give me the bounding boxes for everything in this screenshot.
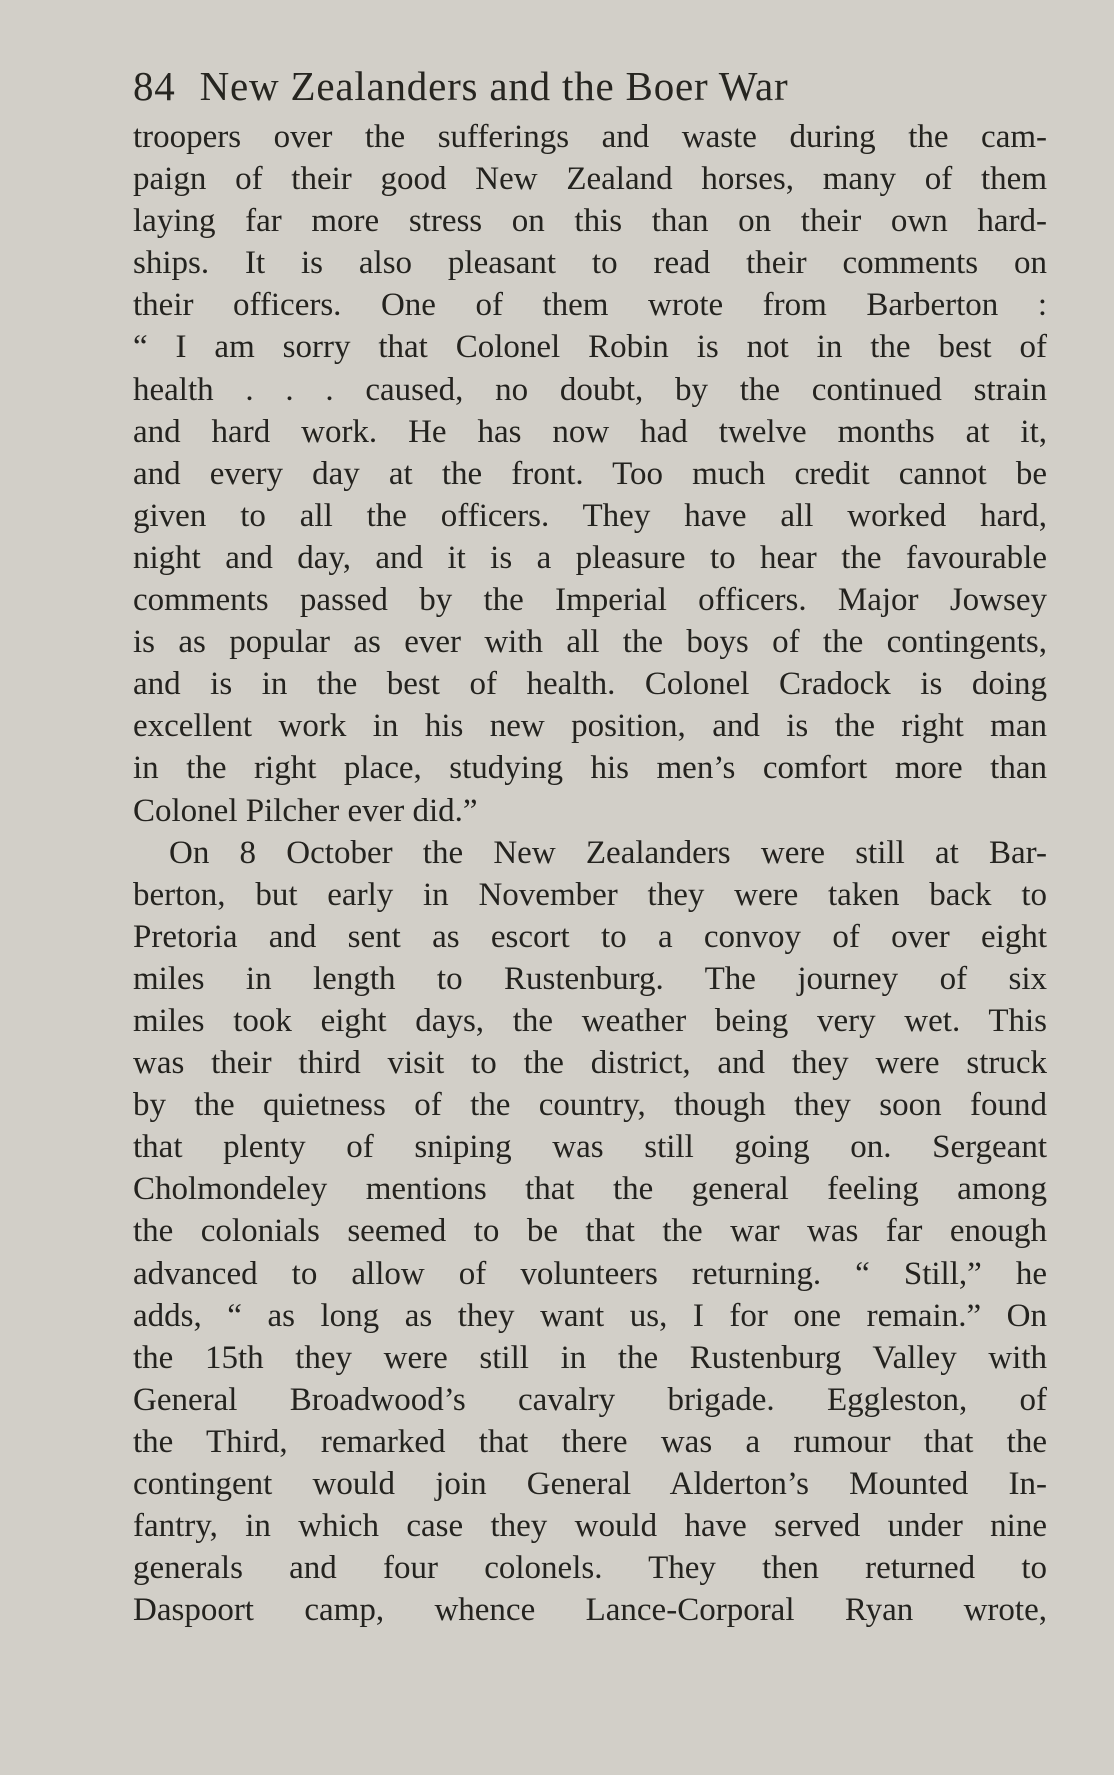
text-line: was their third visit to the district, and they were struck xyxy=(133,1045,1047,1082)
text-line: is as popular as ever with all the boys of the contingents, xyxy=(133,624,1047,661)
text-line: paign of their good New Zealand horses, many of them xyxy=(133,161,1047,198)
text-line: the colonials seemed to be that the war was far enough xyxy=(133,1213,1047,1250)
text-line: troopers over the sufferings and waste during the cam- xyxy=(133,119,1047,155)
text-line: ships. It is also pleasant to read their comments on xyxy=(133,245,1047,282)
text-line: berton, but early in November they were taken back to xyxy=(133,876,1047,913)
text-line: adds, “ as long as they want us, I for one remain.” On xyxy=(133,1297,1047,1334)
book-page xyxy=(133,58,1047,1631)
page-number: 84 xyxy=(133,63,176,109)
text-line: contingent would join General Alderton’s Mounted In- xyxy=(133,1466,1047,1502)
text-line: Daspoort camp, whence Lance-Corporal Ryan wrote, xyxy=(133,1592,1047,1629)
text-line: Cholmondeley mentions that the general feeling among xyxy=(133,1171,1047,1208)
text-line: that plenty of sniping was still going on. Sergeant xyxy=(133,1129,1047,1166)
text-line: and hard work. He has now had twelve months at it, xyxy=(133,413,1047,450)
text-line: and is in the best of health. Colonel Cradock is doing xyxy=(133,666,1047,703)
text-line: generals and four colonels. They then returned to xyxy=(133,1550,1047,1587)
text-line: their officers. One of them wrote from Barberton : xyxy=(133,287,1047,324)
text-line: comments passed by the Imperial officers. Major Jowsey xyxy=(133,582,1047,619)
text-line: health . . . caused, no doubt, by the continued strain xyxy=(133,371,1047,408)
text-line: given to all the officers. They have all worked hard, xyxy=(133,497,1047,534)
text-line: General Broadwood’s cavalry brigade. Eggleston, of xyxy=(133,1381,1047,1418)
paragraph-end-line: Colonel Pilcher ever did.” xyxy=(133,792,478,829)
text-line: laying far more stress on this than on their own hard- xyxy=(133,203,1047,240)
text-line: miles took eight days, the weather being very wet. This xyxy=(133,1002,1047,1039)
text-line: night and day, and it is a pleasure to hear the favourable xyxy=(133,539,1047,576)
paragraph-start-line: On 8 October the New Zealanders were still at Bar- xyxy=(169,834,1047,871)
text-line: by the quietness of the country, though they soon found xyxy=(133,1087,1047,1124)
body-text xyxy=(133,116,1047,1631)
text-line: advanced to allow of volunteers returning. “ Still,” he xyxy=(133,1255,1047,1292)
text-line: in the right place, studying his men’s comfort more than xyxy=(133,750,1047,787)
text-line: the 15th they were still in the Rustenburg Valley with xyxy=(133,1339,1047,1376)
text-line: fantry, in which case they would have served under nine xyxy=(133,1508,1047,1545)
text-line: excellent work in his new position, and is the right man xyxy=(133,708,1047,745)
running-head xyxy=(133,58,1047,114)
text-line: miles in length to Rustenburg. The journey of six xyxy=(133,960,1047,997)
text-line: the Third, remarked that there was a rumour that the xyxy=(133,1423,1047,1460)
text-line: Pretoria and sent as escort to a convoy of over eight xyxy=(133,918,1047,955)
text-line: and every day at the front. Too much credit cannot be xyxy=(133,455,1047,492)
running-head-title: New Zealanders and the Boer War xyxy=(199,63,789,109)
text-line: “ I am sorry that Colonel Robin is not in the best of xyxy=(133,329,1047,366)
